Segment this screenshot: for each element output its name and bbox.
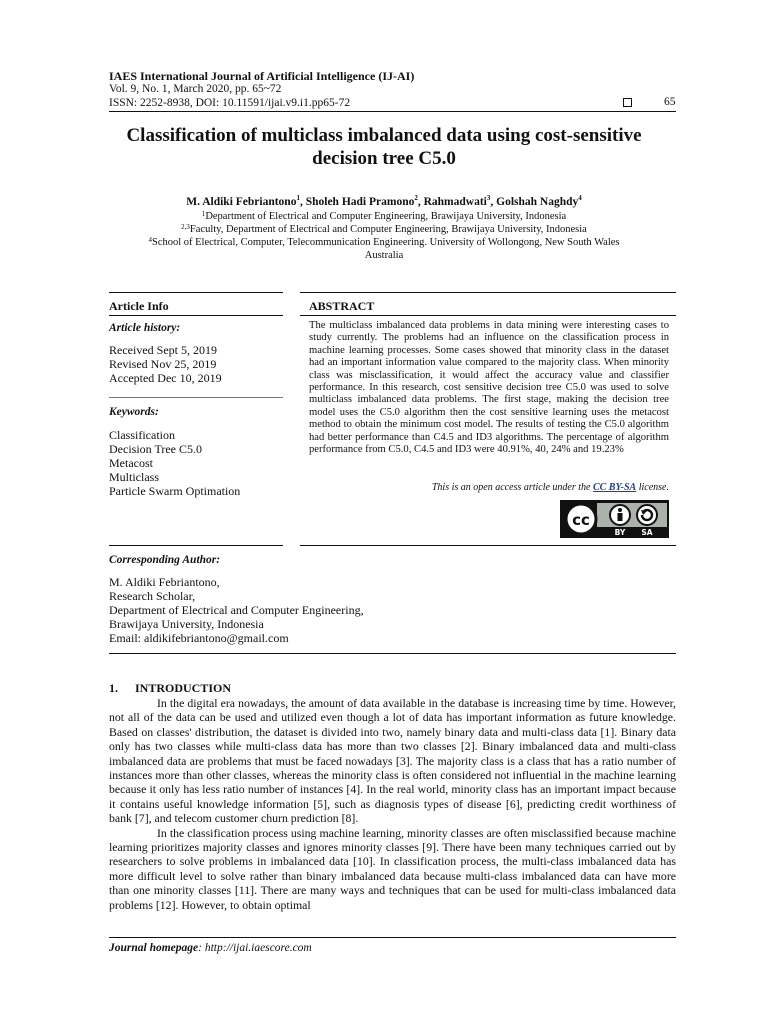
author-sup: 4 <box>578 194 582 202</box>
author-sep: , <box>417 196 424 208</box>
author-sep: , <box>299 196 306 208</box>
issn-line: ISSN: 2252-8938, DOI: 10.11591/ijai.v9.i1.pp65-72 <box>109 97 351 109</box>
affiliation-tail: Australia <box>364 250 404 261</box>
paragraph: In the classification process using machine learning, minority classes are often misclassified because machine learning prioritizes majority classes and ignores minority classes [9]. There have been many techniques carried out by researchers to solve problems in imbalanced data [10]. In classification process, the multi-class imbalanced data has more difficult level to solve rather than binary imbalanced data because multi-class imbalanced data can have more than one minority classes [11]. There are many ways and techniques that can be used for multi-class imbalanced data problems [12]. However, to obtain optimal <box>109 825 676 912</box>
header-rule <box>109 111 676 112</box>
author-sep: , <box>490 196 497 208</box>
affiliation-sup: 1 <box>201 210 206 218</box>
homepage-label: Journal homepage <box>109 942 199 954</box>
corresponding-bottom-rule <box>109 653 676 654</box>
info-divider <box>109 397 283 398</box>
cc-by-sa-badge[interactable] <box>560 500 669 538</box>
keyword-item: Particle Swarm Optimation <box>109 484 241 498</box>
open-access-note <box>300 482 669 493</box>
license-post: license. <box>636 482 669 493</box>
title-line-2: decision tree C5.0 <box>312 148 456 169</box>
received-date: Received Sept 5, 2019 <box>109 343 217 357</box>
by-label: BY <box>614 528 626 537</box>
page-number: 65 <box>664 96 676 108</box>
corresponding-line: Research Scholar, <box>109 589 196 603</box>
corresponding-line: Brawijaya University, Indonesia <box>109 617 264 631</box>
license-pre: This is an open access article under the <box>431 482 593 493</box>
section-heading <box>109 681 231 696</box>
keyword-item: Classification <box>109 428 175 442</box>
affiliation <box>100 236 668 249</box>
corresponding-heading: Corresponding Author: <box>109 554 221 566</box>
affiliation-text: School of Electrical, Computer, Telecommunication Engineering. University of Wollongong, New South Wales <box>151 237 620 248</box>
square-icon <box>623 98 632 107</box>
author-sup: 3 <box>486 194 491 202</box>
affiliation <box>100 223 668 236</box>
author: Rahmadwati <box>423 196 487 208</box>
homepage-url[interactable]: : http://ijai.iaescore.com <box>198 942 312 954</box>
author: Sholeh Hadi Pramono <box>305 196 415 208</box>
keyword-item: Decision Tree C5.0 <box>109 442 202 456</box>
corresponding-line: M. Aldiki Febriantono, <box>109 575 220 589</box>
accepted-date: Accepted Dec 10, 2019 <box>109 371 222 385</box>
cc-badge-label: cc <box>572 511 590 529</box>
keyword-item: Metacost <box>109 456 153 470</box>
corresponding-email: Email: aldikifebriantono@gmail.com <box>109 631 289 645</box>
article-info-heading: Article Info <box>109 299 169 313</box>
affiliation <box>100 210 668 223</box>
abstract-text: The multiclass imbalanced data problems in data mining were interesting cases to study currently. The problems had an influence on the classification process in machine learning processes. Some cases showed that minority class in the dataset had an important information value compared to the majority class. When minority class was misclassification, it would affect the accuracy value and classifier performance. In this research, cost sensitive decision tree C5.0 was used to solve multiclass imbalanced data problems. The first stage, making the decision tree model uses the C5.0 algorithm then the cost sensitive learning uses the metacost method to obtain the minimum cost model. The results of testing the C5.0 algorithm had better performance than C4.5 and ID3 algorithms. The percentage of algorithm performance from C5.0, C4.5 and ID3 were 40.91%, 40, 24% and 19.23% <box>309 320 669 456</box>
paragraph: In the digital era nowadays, the amount of data available in the database is increasing time by time. However, not all of the data can be used and utilized even though a lot of data has important information as future knowledge. Based on classes' distribution, the dataset is divided into two, namely binary data and multi-class data [1]. Binary data only has two classes while multi-class data has more than two classes [2]. Binary imbalanced data and multi-class imbalanced data are problems that must be faced nowadays [3]. The majority class is a class that has a ratio number of instances more than other classes, whereas the minority class is often considered not influential in the machine learning because it only has less ratio number of instances [4]. In the real world, minority class has an important impact because it contains useful knowledge information [5], such as diagnosis types of disease [6], predicting credit worthiness of bank [7], and telecom customer churn prediction [8]. <box>109 696 676 826</box>
title-line-1: Classification of multiclass imbalanced data using cost-sensitive <box>126 125 642 146</box>
info-top-rule <box>109 292 283 293</box>
abstract-heading-rule <box>300 315 676 316</box>
abstract-bottom-rule <box>300 545 676 546</box>
section-number: 1. <box>109 681 118 695</box>
introduction-body <box>109 696 676 912</box>
paper-title <box>100 124 668 170</box>
sa-label: SA <box>641 528 653 537</box>
cc-badge-icon <box>561 501 668 537</box>
revised-date: Revised Nov 25, 2019 <box>109 357 217 371</box>
section-title: INTRODUCTION <box>135 681 232 695</box>
affiliation-sup: 4 <box>148 236 152 244</box>
affiliation-text: Faculty, Department of Electrical and Computer Engineering, Brawijaya University, Indonesia <box>189 224 587 235</box>
keyword-item: Multiclass <box>109 470 159 484</box>
info-bottom-rule <box>109 545 283 546</box>
author-sup: 1 <box>296 194 300 202</box>
corresponding-line: Department of Electrical and Computer Engineering, <box>109 603 364 617</box>
author-list <box>100 196 668 208</box>
abstract-heading: ABSTRACT <box>309 299 375 313</box>
volume-line: Vol. 9, No. 1, March 2020, pp. 65~72 <box>109 83 282 95</box>
license-link[interactable]: CC BY-SA <box>592 482 637 493</box>
author-sup: 2 <box>414 194 418 202</box>
affiliation-text: Department of Electrical and Computer Engineering, Brawijaya University, Indonesia <box>205 211 567 222</box>
abstract-top-rule <box>300 292 676 293</box>
author: Golshah Naghdy <box>496 196 579 208</box>
author: M. Aldiki Febriantono <box>186 196 297 208</box>
footer-rule <box>109 937 676 938</box>
info-heading-rule <box>109 315 283 316</box>
history-heading: Article history: <box>109 322 181 334</box>
affiliation-sup: 2,3 <box>181 223 190 231</box>
journal-homepage <box>109 942 312 954</box>
keywords-heading: Keywords: <box>109 406 159 418</box>
journal-name: IAES International Journal of Artificial Intelligence (IJ-AI) <box>109 69 415 83</box>
